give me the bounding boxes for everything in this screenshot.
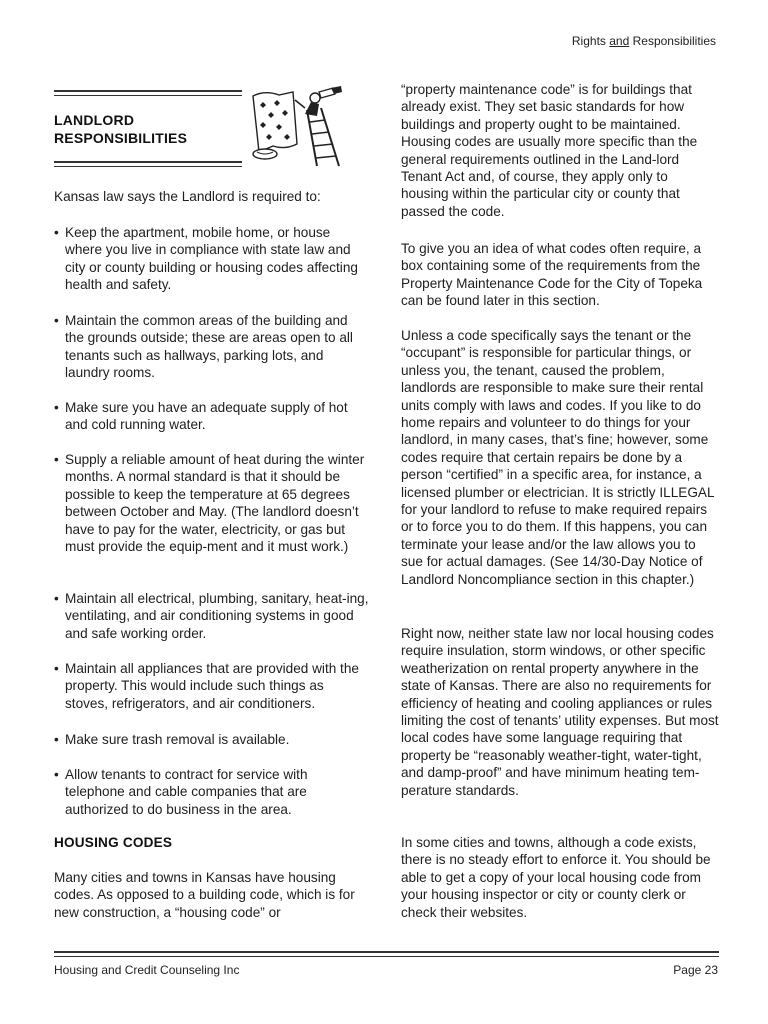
bullet-text: Keep the apartment, mobile home, or house where you live in compliance with state law and city or county building or housing codes affecting health and safety. [65,225,358,293]
heading-top-rule [54,90,242,92]
bullet-text: Allow tenants to contract for service with telephone and cable companies that are authorized to do business in the area. [65,767,308,817]
bullet-item [54,399,370,434]
heading-bottom-rule [54,161,242,163]
right-paragraph: Unless a code specifically says the tenant or the “occupant” is responsible for particular things, or unless you, the tenant, caused the problem, landlords are responsible to make sure their rental units comply with laws and codes. If you like to do home repairs and volunteer to do things for your landlord, in many cases, that’s fine; however, some codes require that certain repairs be done by a person “certified” in a specific area, for instance, a licensed plumber or electrician. It is strictly ILLEGAL for your landlord to refuse to make required repairs or to force you to do them. If this happens, you can terminate your lease and/or the law allows you to sue for actual damages. (See 14/30-Day Notice of Landlord Noncompliance section in this chapter.) [401,328,715,587]
right-paragraph: “property maintenance code” is for buildings that already exist. They set basic standards for how buildings and property ought to be maintained. Housing codes are usually more specific than the general requirements outlined in the Land-lord Tenant Act and, of course, they apply only to housing within the particular city or county that passed the code. [401,82,698,219]
bullet-dot: • [54,400,59,415]
bullet-dot: • [54,661,59,676]
running-header-post: Responsibilities [629,34,716,48]
running-header-and: and [609,34,630,48]
right-paragraph: To give you an idea of what codes often require, a box containing some of the requirements from the Property Maintenance Code for the City of Topeka can be found later in this section. [401,241,703,309]
bullet-dot: • [54,452,59,467]
right-paragraph: Right now, neither state law nor local housing codes require insulation, storm windows, or other specific weatherization on rental property anywhere in the state of Kansas. There are also no requirements for efficiency of heating and cooling appliances or rules limiting the cost of tenants’ utility expenses. But most local codes have some language requiring that property be “reasonably weather-tight, water-tight, and damp-proof” and have minimum heating tem-perature standards. [401,626,719,798]
bullet-item [54,660,370,712]
bullet-item [54,451,370,555]
bullet-dot: • [54,225,59,240]
ladder-painter-illustration [245,86,345,168]
bullet-item [54,731,370,748]
bullet-text: Make sure trash removal is available. [65,732,290,747]
bullet-dot: • [54,313,59,328]
footer-organization: Housing and Credit Counseling Inc [54,963,240,977]
right-paragraph: In some cities and towns, although a code exists, there is no steady effort to enforce it. You should be able to get a copy of your local housing code from your housing inspector or city or county clerk or check their websites. [401,835,711,920]
housing-codes-text: Many cities and towns in Kansas have housing codes. As opposed to a building code, which is for new construction, a “housing code” or [54,870,355,920]
bullet-dot: • [54,767,59,782]
intro-text: Kansas law says the Landlord is required to: [54,189,321,204]
bullet-item [54,590,370,642]
landlord-heading [54,111,187,147]
bullet-item [54,766,370,818]
bullet-item [54,224,370,294]
bullet-dot: • [54,732,59,747]
bullet-dot: • [54,591,59,606]
bullet-text: Maintain all appliances that are provided with the property. This would include such things as stoves, refrigerators, and air conditioners. [65,661,359,711]
landlord-heading-line2: RESPONSIBILITIES [54,130,188,146]
bullet-text: Maintain the common areas of the building and the grounds outside; these are areas open to all tenants such as hallways, parking lots, and laundry rooms. [65,313,353,381]
landlord-heading-line1: LANDLORD [54,112,135,128]
housing-codes-heading: HOUSING CODES [54,835,173,850]
bullet-text: Maintain all electrical, plumbing, sanitary, heat-ing, ventilating, and air conditioning systems in good and safe working order. [65,591,369,641]
bullet-item [54,312,370,382]
bullet-text: Make sure you have an adequate supply of hot and cold running water. [65,400,348,433]
running-header-pre: Rights [571,34,610,48]
page-number: Page 23 [673,963,718,977]
bullet-text: Supply a reliable amount of heat during the winter months. A normal standard is that it should be possible to keep the temperature at 65 degrees between October and May. (The landlord doesn’t have to pay for the water, electricity, or gas but must provide the equip-ment and it must work.) [65,452,365,555]
running-header [572,34,716,48]
footer-rule [54,951,719,953]
